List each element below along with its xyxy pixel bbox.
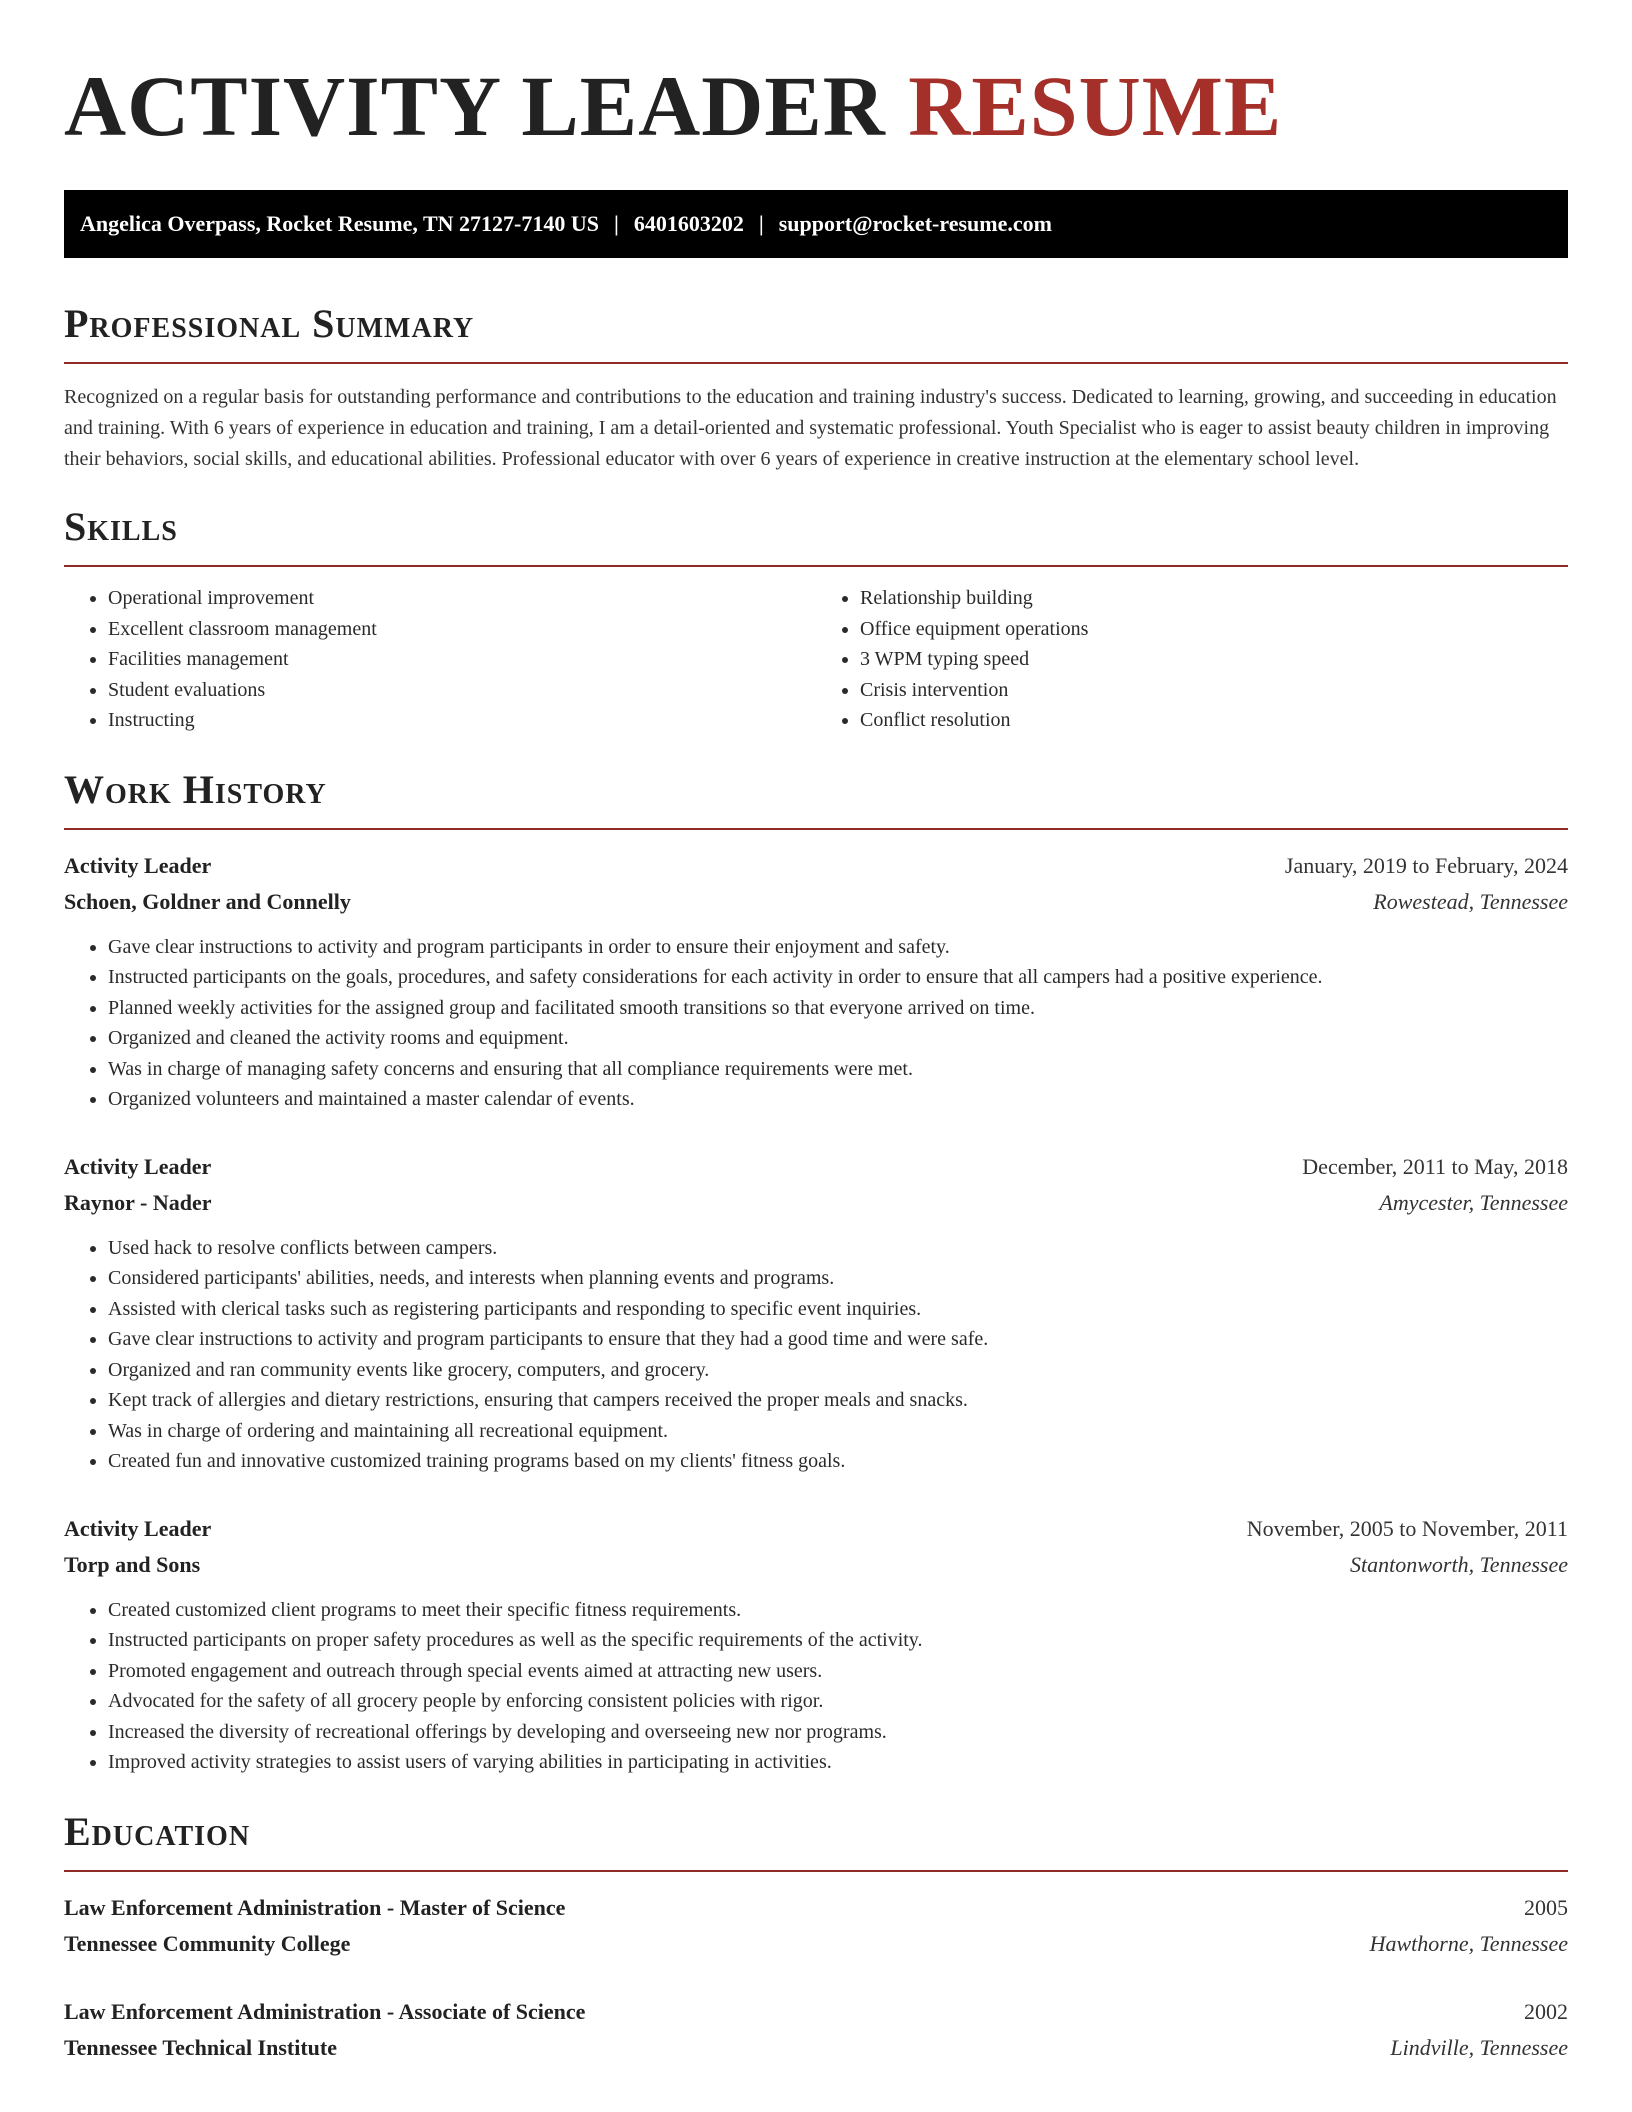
education-location: Lindville, Tennessee — [1390, 2034, 1568, 2060]
job-bullet: • Was in charge of managing safety concerns and ensuring that all compliance requirements were met. — [108, 1054, 1568, 1085]
education-school-row — [64, 2030, 1568, 2066]
job-bullet: • Gave clear instructions to activity and program participants in order to ensure their enjoyment and safety. — [108, 932, 1568, 963]
job-entry — [64, 1511, 1568, 1778]
skill-item: • Office equipment operations — [860, 614, 1568, 645]
skill-item: • Student evaluations — [108, 675, 816, 706]
job-company-row — [64, 1185, 1568, 1221]
job-bullet: • Organized and cleaned the activity rooms and equipment. — [108, 1023, 1568, 1054]
education-school: Tennessee Technical Institute — [64, 2034, 338, 2060]
contact-phone[interactable]: 6401603202 — [633, 211, 744, 236]
skill-item: • Facilities management — [108, 644, 816, 675]
job-bullets — [64, 932, 1568, 1115]
job-bullet: • Used hack to resolve conflicts between campers. — [108, 1233, 1568, 1264]
job-company: Schoen, Goldner and Connelly — [64, 888, 351, 914]
job-bullet: • Was in charge of ordering and maintaining all recreational equipment. — [108, 1416, 1568, 1447]
job-dates: December, 2011 to May, 2018 — [1302, 1153, 1568, 1179]
job-dates: November, 2005 to November, 2011 — [1246, 1515, 1568, 1541]
skill-item: • Relationship building — [860, 583, 1568, 614]
education-heading: Education — [64, 1808, 251, 1854]
education-degree: Law Enforcement Administration - Associate of Science — [64, 1998, 586, 2024]
job-bullets — [64, 1233, 1568, 1477]
job-bullet: • Instructed participants on proper safety procedures as well as the specific requirements of the activity. — [108, 1625, 1568, 1656]
summary-text: Recognized on a regular basis for outstanding performance and contributions to the education and training industry's success. Dedicated to learning, growing, and succeeding in education and training. With 6 years of experience in education and training, I am a detail-oriented and systematic professional. Youth Specialist who is eager to assist beauty children in improving their behaviors, social skills, and educational abilities. Professional educator with over 6 years of experience in creative instruction at the elementary school level. — [64, 386, 1557, 470]
skills-columns — [64, 583, 1568, 736]
job-bullet: • Kept track of allergies and dietary restrictions, ensuring that campers received the proper meals and snacks. — [108, 1385, 1568, 1416]
job-bullet: • Increased the diversity of recreational offerings by developing and overseeing new nor programs. — [108, 1717, 1568, 1748]
education-year: 2005 — [1524, 1894, 1568, 1920]
job-header-row — [64, 848, 1568, 884]
job-bullet: • Gave clear instructions to activity and program participants to ensure that they had a good time and were safe. — [108, 1324, 1568, 1355]
title-main: ACTIVITY LEADER — [64, 58, 886, 154]
job-bullet: • Created fun and innovative customized training programs based on my clients' fitness goals. — [108, 1446, 1568, 1477]
job-bullet: • Advocated for the safety of all grocery people by enforcing consistent policies with rigor. — [108, 1686, 1568, 1717]
summary-heading: Professional Summary — [64, 301, 475, 346]
job-header-row — [64, 1511, 1568, 1547]
job-bullet: • Instructed participants on the goals, procedures, and safety considerations for each activity in order to ensure that all campers had a positive experience. — [108, 962, 1568, 993]
skill-item: • Operational improvement — [108, 583, 816, 614]
section-divider — [64, 362, 1568, 364]
contact-email[interactable]: support@rocket-resume.com — [778, 211, 1052, 236]
skills-section — [64, 503, 1568, 736]
skill-item: • 3 WPM typing speed — [860, 644, 1568, 675]
education-school-row — [64, 1926, 1568, 1962]
education-degree: Law Enforcement Administration - Master of Science — [64, 1894, 566, 1920]
work-history-section — [64, 766, 1568, 1778]
job-entry — [64, 848, 1568, 1115]
education-degree-row — [64, 1994, 1568, 2030]
education-year: 2002 — [1524, 1998, 1568, 2024]
job-company: Raynor - Nader — [64, 1189, 212, 1215]
job-entry — [64, 1149, 1568, 1477]
job-company-row — [64, 1547, 1568, 1583]
title-accent: RESUME — [908, 58, 1283, 154]
skills-heading: Skills — [64, 504, 178, 549]
summary-section — [64, 300, 1568, 475]
education-degree-row — [64, 1890, 1568, 1926]
education-school: Tennessee Community College — [64, 1930, 351, 1956]
education-entry — [64, 1994, 1568, 2066]
job-location: Stantonworth, Tennessee — [1350, 1551, 1568, 1577]
job-bullet: • Assisted with clerical tasks such as registering participants and responding to specific event inquiries. — [108, 1294, 1568, 1325]
section-divider — [64, 565, 1568, 567]
skills-list-right — [816, 583, 1568, 736]
job-title: Activity Leader — [64, 1153, 212, 1179]
job-bullet: • Organized volunteers and maintained a master calendar of events. — [108, 1084, 1568, 1115]
job-company-row — [64, 884, 1568, 920]
education-location: Hawthorne, Tennessee — [1369, 1930, 1568, 1956]
skills-list-left — [64, 583, 816, 736]
job-bullet: • Considered participants' abilities, needs, and interests when planning events and programs. — [108, 1263, 1568, 1294]
contact-address: Angelica Overpass, Rocket Resume, TN 27127-7140 US — [80, 211, 600, 236]
skill-item: • Excellent classroom management — [108, 614, 816, 645]
job-bullets — [64, 1595, 1568, 1778]
job-title: Activity Leader — [64, 1515, 212, 1541]
skill-item: • Instructing — [108, 705, 816, 736]
job-company: Torp and Sons — [64, 1551, 201, 1577]
resume-title — [64, 0, 1568, 156]
education-entry — [64, 1890, 1568, 1962]
job-bullet: • Promoted engagement and outreach through special events aimed at attracting new users. — [108, 1656, 1568, 1687]
skill-item: • Crisis intervention — [860, 675, 1568, 706]
work-history-heading: Work History — [64, 766, 327, 812]
job-bullet: • Created customized client programs to meet their specific fitness requirements. — [108, 1595, 1568, 1626]
job-bullet: • Organized and ran community events like grocery, computers, and grocery. — [108, 1355, 1568, 1386]
job-location: Rowestead, Tennessee — [1373, 888, 1568, 914]
job-bullet: • Improved activity strategies to assist users of varying abilities in participating in activities. — [108, 1747, 1568, 1778]
job-location: Amycester, Tennessee — [1379, 1189, 1568, 1215]
education-section — [64, 1808, 1568, 2066]
section-divider — [64, 1870, 1568, 1872]
section-divider — [64, 828, 1568, 830]
job-dates: January, 2019 to February, 2024 — [1284, 852, 1568, 878]
contact-separator: | — [614, 211, 619, 236]
contact-bar — [64, 190, 1568, 258]
job-bullet: • Planned weekly activities for the assigned group and facilitated smooth transitions so that everyone arrived on time. — [108, 993, 1568, 1024]
job-title: Activity Leader — [64, 852, 212, 878]
contact-separator: | — [758, 211, 764, 236]
job-header-row — [64, 1149, 1568, 1185]
skill-item: • Conflict resolution — [860, 705, 1568, 736]
